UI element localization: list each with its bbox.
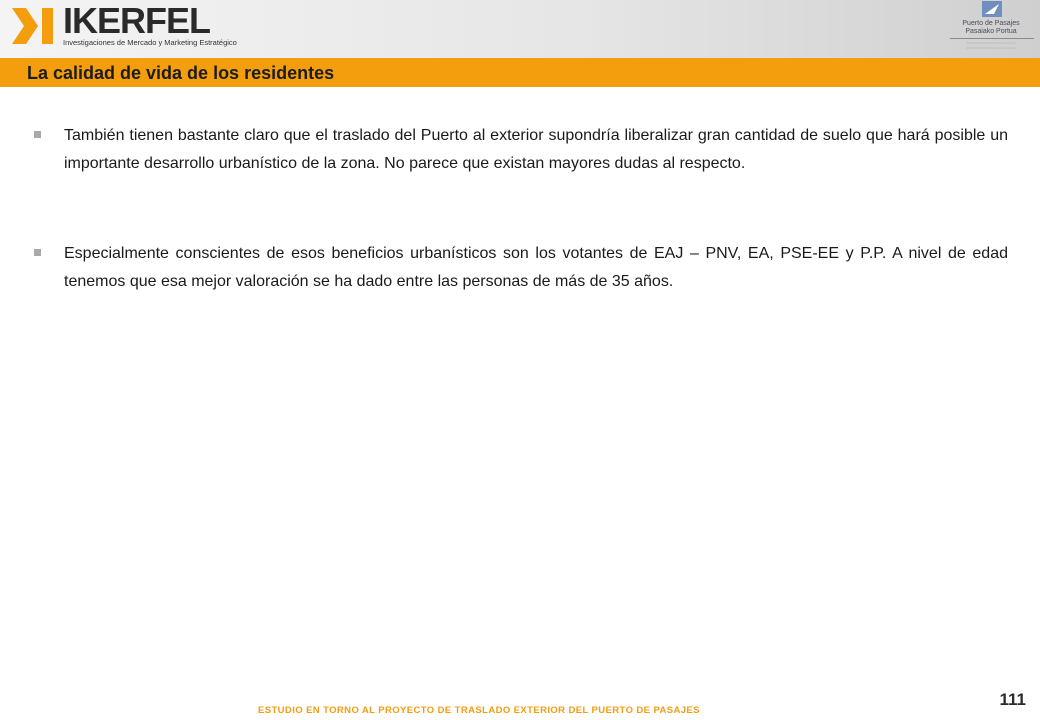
title-bar <box>0 58 1040 87</box>
port-name-basque: Pasaiako Portua <box>965 28 1017 35</box>
logo-wordmark: IKERFEL <box>63 0 211 41</box>
port-emblem-icon <box>982 1 1002 17</box>
bullet-text: Especialmente conscientes de esos beneficios urbanísticos son los votantes de EAJ – PNV, EA, PSE-EE y P.P. A nivel de edad tenemos que esa mejor valoración se ha dado entre las personas de más de 35 años. <box>64 245 1008 290</box>
port-name-spanish: Puerto de Pasajes <box>962 20 1020 27</box>
ikerfel-logo-icon <box>10 6 56 46</box>
bullet-text: También tienen bastante claro que el traslado del Puerto al exterior supondría liberalizar gran cantidad de suelo que hará posible un importante desarrollo urbanístico de la zona. No parece que existan mayores dudas al respecto. <box>64 127 1008 172</box>
slide-title: La calidad de vida de los residentes <box>27 63 335 83</box>
port-logo <box>946 0 1036 58</box>
bullet-square-icon <box>34 131 41 138</box>
port-logo-fineprint <box>966 47 1016 49</box>
logo-tagline: Investigaciones de Mercado y Marketing Estratégico <box>63 38 237 47</box>
page-number: 111 <box>999 690 1026 709</box>
bullet-square-icon <box>34 249 41 256</box>
port-logo-divider <box>950 38 1034 39</box>
port-logo-fineprint <box>966 42 1016 44</box>
slide-header <box>0 0 1040 58</box>
footer-study-title: ESTUDIO EN TORNO AL PROYECTO DE TRASLADO EXTERIOR DEL PUERTO DE PASAJES <box>258 705 700 716</box>
